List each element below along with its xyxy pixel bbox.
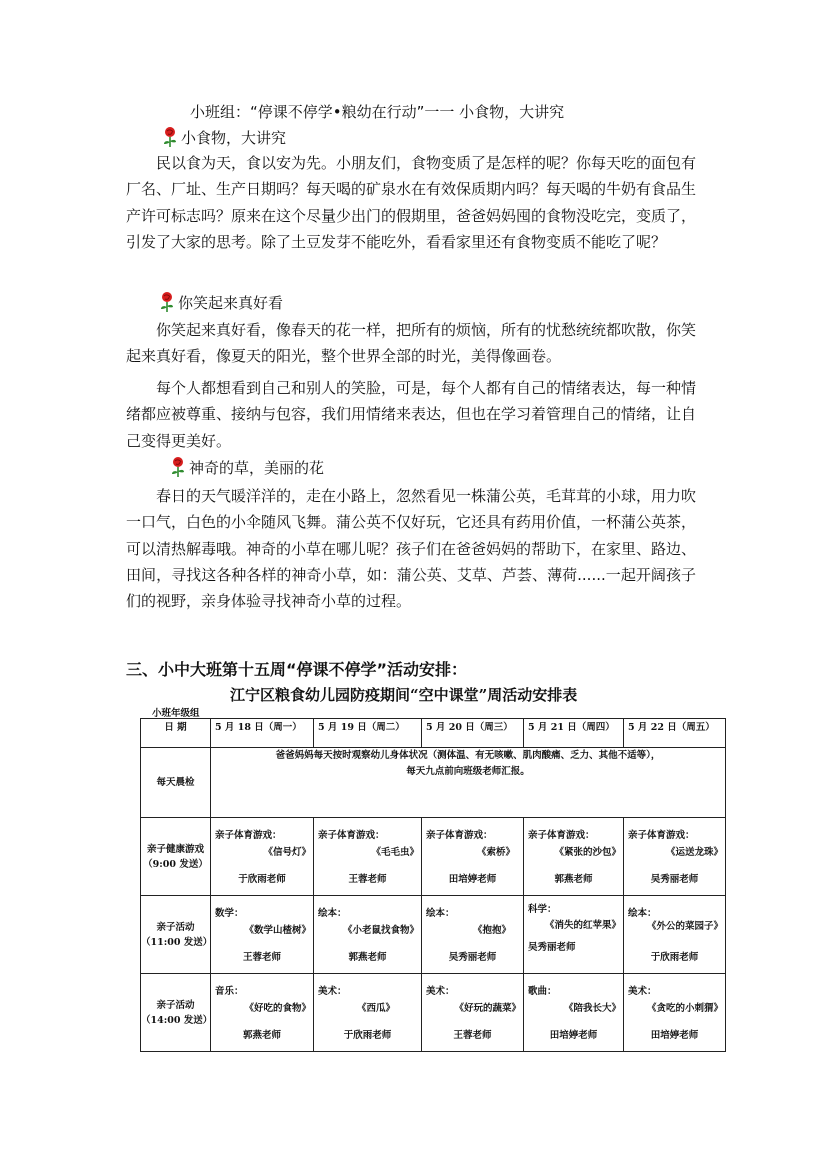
rose-icon — [161, 126, 179, 148]
header-cell: 日 期 — [141, 719, 211, 748]
header-cell: 5 月 22 日（周五） — [624, 719, 726, 748]
row-label: 亲子活动 （11:00 发送） — [141, 896, 211, 974]
section-heading-text: 小食物，大讲究 — [181, 128, 287, 147]
table-row — [141, 974, 726, 1052]
table-title: 江宁区粮食幼儿园防疫期间“空中课堂”周活动安排表 — [230, 686, 578, 704]
table-cell: 音乐： 《好吃的食物》 郭燕老师 — [211, 974, 314, 1052]
section-heading-text: 神奇的草，美丽的花 — [189, 458, 325, 477]
table-row — [141, 896, 726, 974]
table-cell: 亲子体育游戏： 《信号灯》 于欣雨老师 — [211, 818, 314, 896]
table-cell: 美术： 《西瓜》 于欣雨老师 — [314, 974, 422, 1052]
header-cell: 5 月 20 日（周三） — [422, 719, 524, 748]
table-cell: 亲子体育游戏： 《运送龙珠》 吴秀丽老师 — [624, 818, 726, 896]
paragraph: 每个人都想看到自己和别人的笑脸，可是，每个人都有自己的情绪表达，每一种情绪都应被尊重、接纳与包容，我们用情绪来表达，但也在学习着管理自己的情绪，让自己变得更美好。 — [126, 379, 697, 450]
table-row — [141, 818, 726, 896]
table-cell: 亲子体育游戏： 《索桥》 田培婷老师 — [422, 818, 524, 896]
table-cell: 绘本： 《抱抱》 吴秀丽老师 — [422, 896, 524, 974]
header-cell: 5 月 18 日（周一） — [211, 719, 314, 748]
check-text-line: 每天九点前向班级老师汇报。 — [406, 766, 530, 777]
section-heading-1 — [161, 126, 286, 148]
table-row — [141, 748, 726, 818]
row-label: 亲子活动 （14:00 发送） — [141, 974, 211, 1052]
section-heading-3 — [169, 456, 324, 478]
paragraph: 民以食为天，食以安为先。小朋友们，食物变质了是怎样的呢？你每天吃的面包有厂名、厂址、生产日期吗？每天喝的矿泉水在有效保质期内吗？每天喝的牛奶有食品生产许可标志吗？原来在这个尽量少出门的假期里，爸爸妈妈囤的食物没吃完，变质了，引发了大家的思考。除了土豆发芽不能吃外，看看家里还有食物变质不能吃了呢？ — [126, 154, 697, 251]
row-label: 每天晨检 — [141, 748, 211, 818]
group-label: 小班年级组 — [152, 708, 200, 719]
paragraph: 你笑起来真好看，像春天的花一样，把所有的烦恼，所有的忧愁统统都吹散，你笑起来真好看，像夏天的阳光，整个世界全部的时光，美得像画卷。 — [126, 321, 697, 366]
check-text-line: 爸爸妈妈每天按时观察幼儿身体状况（测体温、有无咳嗽、肌肉酸痛、乏力、其他不适等）， — [275, 750, 661, 761]
table-header-row — [141, 719, 726, 748]
group-title: 小班组：“停课不停学•粮幼在行动”一一 小食物，大讲究 — [190, 103, 565, 121]
header-cell: 5 月 21 日（周四） — [524, 719, 624, 748]
header-cell: 5 月 19 日（周二） — [314, 719, 422, 748]
section-heading-2 — [158, 291, 283, 313]
table-cell: 美术： 《好玩的蔬菜》 王蓉老师 — [422, 974, 524, 1052]
row-label: 亲子健康游戏 （9:00 发送） — [141, 818, 211, 896]
check-cell — [211, 748, 726, 818]
table-cell: 数学： 《数学山楂树》 王蓉老师 — [211, 896, 314, 974]
section-heading-text: 你笑起来真好看 — [178, 293, 284, 312]
table-cell: 绘本： 《外公的菜园子》 于欣雨老师 — [624, 896, 726, 974]
schedule-table — [140, 718, 726, 1052]
paragraph: 春日的天气暖洋洋的，走在小路上，忽然看见一株蒲公英，毛茸茸的小球，用力吹一口气，白色的小伞随风飞舞。蒲公英不仅好玩，它还具有药用价值，一杯蒲公英茶，可以清热解毒哦。神奇的小草在哪儿呢？孩子们在爸爸妈妈的帮助下，在家里、路边、田间，寻找这各种各样的神奇小草，如：蒲公英、艾草、芦荟、薄荷......一起开阔孩子们的视野，亲身体验寻找神奇小草的过程。 — [126, 487, 697, 611]
table-cell: 亲子体育游戏： 《紧张的沙包》 郭燕老师 — [524, 818, 624, 896]
table-cell: 科学： 《消失的红苹果》 吴秀丽老师 — [524, 896, 624, 974]
table-cell: 亲子体育游戏： 《毛毛虫》 王蓉老师 — [314, 818, 422, 896]
table-cell: 美术： 《贪吃的小刺猬》 田培婷老师 — [624, 974, 726, 1052]
table-cell: 绘本： 《小老鼠找食物》 郭燕老师 — [314, 896, 422, 974]
rose-icon — [158, 291, 176, 313]
section-3-title: 三、小中大班第十五周“停课不停学”活动安排： — [126, 660, 468, 679]
rose-icon — [169, 456, 187, 478]
table-cell: 歌曲： 《陪我长大》 田培婷老师 — [524, 974, 624, 1052]
